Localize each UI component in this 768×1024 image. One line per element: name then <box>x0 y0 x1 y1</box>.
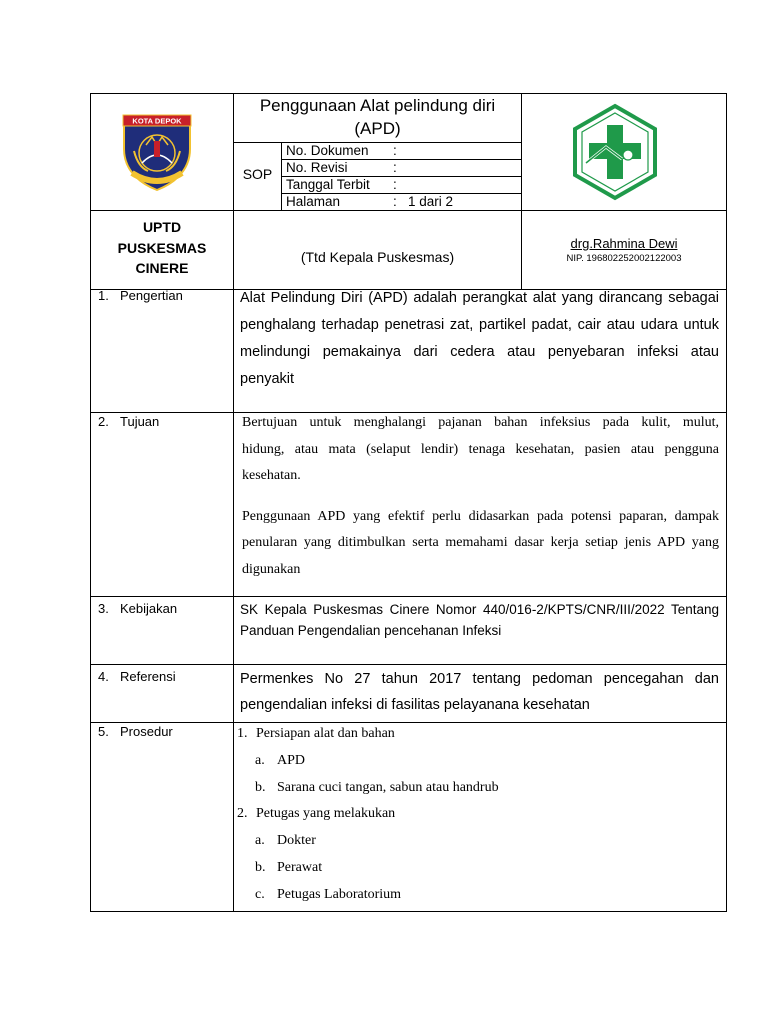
text-line: Bertujuan untuk menghalangi pajanan bahan infeksius pada kulit, mulut, <box>242 415 719 430</box>
section-number: 3. <box>98 601 109 616</box>
text-line: melindungi pemakainya dari cedera atau penyebaran infeksi atau <box>240 344 719 360</box>
list-marker: c. <box>255 886 265 902</box>
list-item <box>255 855 323 882</box>
text-line: penghalang terhadap penetrasi zat, partikel padat, cair atau udara untuk <box>240 317 719 333</box>
field-value: 1 dari 2 <box>408 194 454 209</box>
document-title <box>234 94 521 142</box>
text-line: Permenkes No 27 tahun 2017 tentang pedoman pencegahan dan <box>240 671 719 687</box>
field-sep: : <box>393 160 397 175</box>
text-line: penyakit <box>240 371 295 387</box>
section-number: 5. <box>98 724 109 739</box>
text-line: Panduan Pengendalian pencehanan Infeksi <box>240 623 502 638</box>
header-row-bottom <box>90 210 727 211</box>
text-line: SK Kepala Puskesmas Cinere Nomor 440/016-2/KPTS/CNR/III/2022 Tentang <box>240 602 719 617</box>
section-label: Kebijakan <box>120 601 178 616</box>
section-label-pengertian <box>98 288 183 303</box>
list-text: Dokter <box>277 833 316 849</box>
list-item <box>255 775 499 802</box>
field-tanggal-terbit <box>286 176 520 193</box>
field-no-revisi <box>286 159 520 176</box>
row-border <box>90 722 727 723</box>
list-text: Persiapan alat dan bahan <box>256 726 395 741</box>
signer-nip: NIP. 196802252002122003 <box>566 253 682 264</box>
body-divider <box>233 289 234 912</box>
list-marker: b. <box>255 860 266 875</box>
field-sep: : <box>393 194 397 209</box>
section-number: 1. <box>98 288 109 303</box>
list-text: Sarana cuci tangan, sabun atau handrub <box>277 779 499 795</box>
text-line: hidung, atau mata (selaput lendir) tenaga kesehatan, pasien atau pengguna <box>242 441 719 457</box>
section-label-referensi <box>98 669 176 684</box>
list-marker: a. <box>255 833 265 849</box>
field-no-dokumen <box>286 142 520 159</box>
org-line-3: CINERE <box>135 260 189 276</box>
signer-name: drg.Rahmina Dewi <box>570 236 678 251</box>
list-marker: 1. <box>237 726 248 741</box>
field-sep: : <box>393 177 397 192</box>
sop-label: SOP <box>242 166 273 182</box>
section-label-kebijakan <box>98 601 178 616</box>
puskesmas-logo <box>572 103 658 201</box>
section-label: Prosedur <box>120 724 173 739</box>
list-marker: a. <box>255 752 265 768</box>
text-line: Alat Pelindung Diri (APD) adalah perangkat alat yang dirancang sebagai <box>240 290 719 306</box>
text-line: penularan yang ditimbulkan serta memahami dasar kerja setiap jenis APD yang <box>242 535 719 550</box>
logo-banner-text: KOTA DEPOK <box>132 116 182 126</box>
list-marker: 2. <box>237 806 248 822</box>
org-line-1: UPTD <box>142 219 182 235</box>
kota-depok-logo <box>118 111 196 191</box>
section-content-kebijakan <box>240 599 719 641</box>
section-content-referensi <box>240 666 719 718</box>
list-text: APD <box>277 752 306 768</box>
list-item <box>237 801 396 828</box>
row-border <box>90 596 727 597</box>
section-number: 4. <box>98 669 109 684</box>
list-text: Perawat <box>277 860 323 875</box>
list-item <box>237 721 395 748</box>
section-label: Referensi <box>120 669 176 684</box>
section-label: Tujuan <box>120 414 160 429</box>
list-text: Petugas Laboratorium <box>277 886 402 902</box>
section-content-pengertian <box>240 285 719 393</box>
list-item <box>255 748 306 775</box>
list-marker: b. <box>255 779 266 795</box>
list-text: Petugas yang melakukan <box>256 806 396 822</box>
field-label: No. Dokumen <box>286 143 369 158</box>
text-line: pengendalian infeksi di fasilitas pelayanana kesehatan <box>240 697 590 713</box>
text-line: kesehatan. <box>242 468 301 483</box>
org-line-2: PUSKESMAS <box>117 239 207 256</box>
org-name <box>91 217 233 279</box>
list-item <box>255 882 402 909</box>
section-content-tujuan <box>242 410 719 583</box>
field-label: No. Revisi <box>286 160 348 175</box>
row-border <box>90 664 727 665</box>
field-label: Halaman <box>286 194 341 209</box>
title-line-2: (APD) <box>354 119 401 138</box>
section-label-tujuan <box>98 414 160 429</box>
text-line: Penggunaan APD yang efektif perlu didasarkan pada potensi paparan, dampak <box>242 508 719 524</box>
section-label-prosedur <box>98 724 173 739</box>
list-item <box>255 828 316 855</box>
title-line-1: Penggunaan Alat pelindung diri <box>259 96 496 115</box>
field-halaman <box>286 193 520 210</box>
field-label: Tanggal Terbit <box>286 177 370 192</box>
signature-note: (Ttd Kepala Puskesmas) <box>300 249 455 265</box>
text-line: digunakan <box>242 561 301 577</box>
section-label: Pengertian <box>120 288 183 303</box>
field-sep: : <box>393 143 397 158</box>
section-number: 2. <box>98 414 109 429</box>
